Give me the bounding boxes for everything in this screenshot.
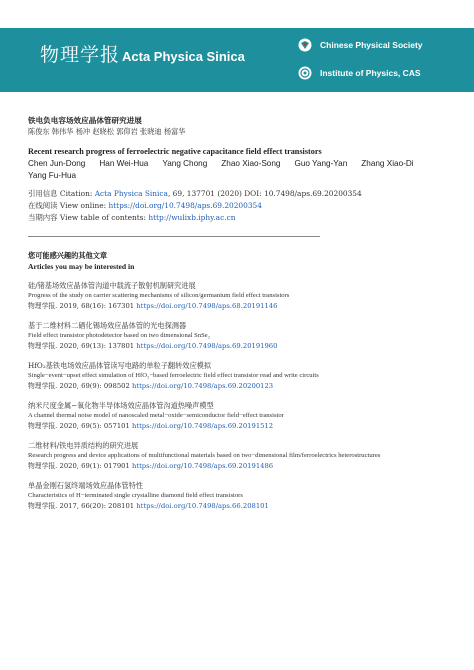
- related-article: [28, 280, 453, 311]
- related-ref: [28, 341, 453, 351]
- related-doi-link[interactable]: https://doi.org/10.7498/aps.68.20191146: [136, 302, 278, 310]
- related-title-cn: 硅/锗基场效应晶体管沟道中载流子散射机制研究进展: [28, 281, 196, 290]
- journal-banner: [0, 28, 474, 92]
- author: Guo Yang-Yan: [294, 159, 348, 168]
- citation-journal-link[interactable]: Acta Physica Sinica: [94, 189, 168, 198]
- related-heading-en: Articles you may be interested in: [28, 262, 135, 271]
- related-ref: [28, 461, 453, 471]
- article-info: [28, 115, 448, 224]
- journal-title-cn: 物理学报: [40, 44, 121, 66]
- journal-title: [40, 40, 245, 67]
- related-title-en: Field effect transistor photodetector based on two dimensional SnSe₂: [28, 332, 211, 339]
- related-ref: [28, 421, 453, 431]
- journal-title-en: Acta Physica Sinica: [122, 49, 245, 64]
- author: Yang Fu-Hua: [28, 171, 77, 180]
- online-line: [28, 200, 448, 212]
- related-title-en: A channel thermal noise model of nanoscaled metal−oxide−semiconductor field−effect transistor: [28, 412, 284, 419]
- related-ref: [28, 381, 453, 391]
- related-article: [28, 400, 453, 431]
- related-title-cn: HfO₂基铁电场效应晶体管读写电路的单粒子翻转效应模拟: [28, 361, 212, 370]
- cps-logo-icon: [298, 38, 312, 52]
- org-institute-of-physics[interactable]: [298, 66, 421, 80]
- author: Zhang Xiao-Di: [361, 159, 414, 168]
- toc-label: 当期内容 View table of contents:: [28, 213, 149, 222]
- related-ref: [28, 501, 453, 511]
- article-title-cn: 铁电负电容场效应晶体管研究进展: [28, 116, 142, 125]
- org-chinese-physical-society[interactable]: [298, 38, 423, 52]
- online-link[interactable]: https://doi.org/10.7498/aps.69.20200354: [108, 201, 262, 210]
- related-article: [28, 320, 453, 351]
- citation-details: , 69, 137701 (2020) DOI: 10.7498/aps.69.20200354: [167, 189, 362, 198]
- online-label: 在线阅读 View online:: [28, 201, 109, 210]
- related-ref: [28, 301, 453, 311]
- divider: [28, 236, 320, 237]
- citation-line: [28, 188, 448, 200]
- related-article: [28, 360, 453, 391]
- related-ref-text: 物理学报. 2020, 69(1): 017901: [28, 462, 132, 470]
- related-title-cn: 纳米尺度金属−氧化物半导体场效应晶体管沟道热噪声模型: [28, 401, 214, 410]
- toc-link[interactable]: http://wulixb.iphy.ac.cn: [148, 213, 236, 222]
- org2-label: Institute of Physics, CAS: [320, 68, 421, 78]
- author: Zhao Xiao-Song: [221, 159, 281, 168]
- related-article: [28, 440, 453, 471]
- related-articles: [28, 250, 453, 520]
- related-ref-text: 物理学报. 2019, 68(16): 167301: [28, 302, 137, 310]
- related-title-en: Characteristics of H−terminated single crystalline diamond field effect transistors: [28, 492, 243, 499]
- related-title-en: Single−event−upset effect simulation of HfO₂−based ferroelectric field effect transistor read and write circuits: [28, 372, 319, 379]
- related-heading-cn: 您可能感兴趣的其他文章: [28, 251, 108, 260]
- related-title-cn: 基于二维材料二硒化锡场效应晶体管的光电探测器: [28, 321, 187, 330]
- related-doi-link[interactable]: https://doi.org/10.7498/aps.69.20200123: [131, 382, 274, 390]
- related-title-en: Research progress and device applications of multifunctional materials based on two−dimensional film/ferroelectrics heterostructures: [28, 452, 381, 459]
- related-title-cn: 二维材料/铁电异质结构的研究进展: [28, 441, 139, 450]
- related-doi-link[interactable]: https://doi.org/10.7498/aps.69.20191512: [131, 422, 274, 430]
- author: Han Wei-Hua: [99, 159, 149, 168]
- article-authors-en: [28, 158, 448, 182]
- toc-line: [28, 212, 448, 224]
- article-authors-cn: 陈俊东 韩伟华 杨冲 赵晓松 郭仰岩 张晓迪 杨富华: [28, 127, 186, 136]
- iop-logo-icon: [298, 66, 312, 80]
- author: Chen Jun-Dong: [28, 159, 86, 168]
- related-doi-link[interactable]: https://doi.org/10.7498/aps.69.20191960: [136, 342, 278, 350]
- related-ref-text: 物理学报. 2020, 69(9): 098502: [28, 382, 132, 390]
- article-title-en: Recent research progress of ferroelectric negative capacitance field effect transistors: [28, 147, 322, 156]
- related-article: [28, 480, 453, 511]
- related-title-cn: 单晶金刚石氢终端场效应晶体管特性: [28, 481, 144, 490]
- related-ref-text: 物理学报. 2020, 69(13): 137801: [28, 342, 137, 350]
- related-title-en: Progress of the study on carrier scattering mechanisms of silicon/germanium field effect transistors: [28, 292, 290, 299]
- org1-label: Chinese Physical Society: [320, 40, 423, 50]
- related-ref-text: 物理学报. 2017, 66(20): 208101: [28, 502, 137, 510]
- citation-label: 引用信息 Citation:: [28, 189, 95, 198]
- author: Yang Chong: [162, 159, 208, 168]
- related-doi-link[interactable]: https://doi.org/10.7498/aps.66.208101: [136, 502, 269, 510]
- related-doi-link[interactable]: https://doi.org/10.7498/aps.69.20191486: [131, 462, 274, 470]
- related-ref-text: 物理学报. 2020, 69(5): 057101: [28, 422, 132, 430]
